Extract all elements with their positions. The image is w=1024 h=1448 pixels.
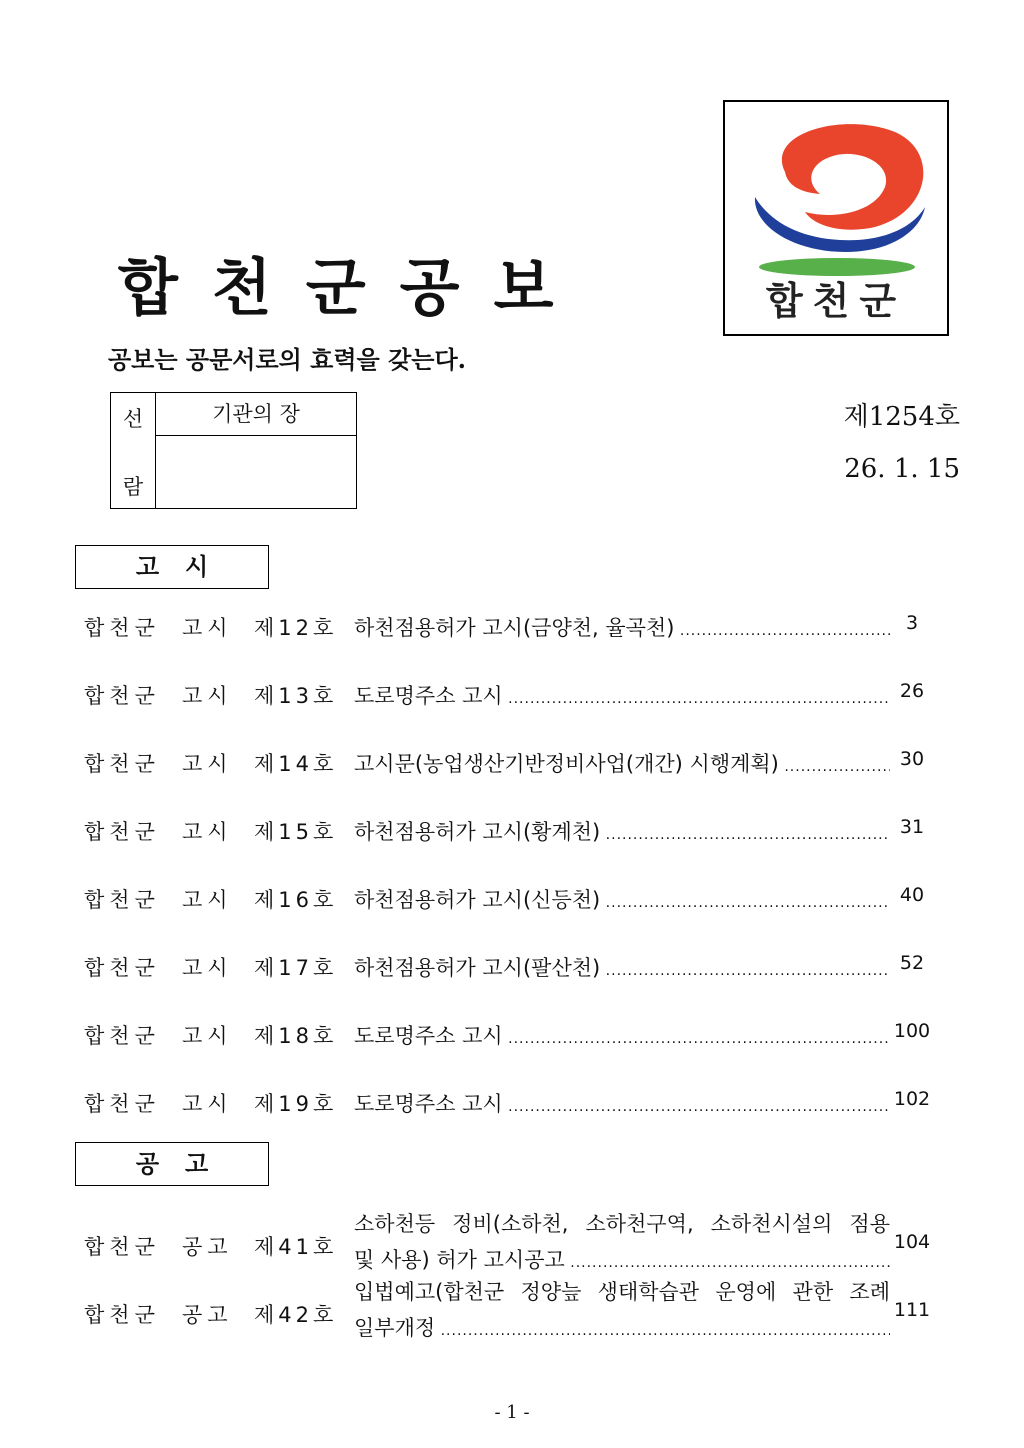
list-item-kind: 공고 xyxy=(182,1235,233,1259)
list-item-kind: 고시 xyxy=(182,956,233,980)
list-item-kind: 고시 xyxy=(182,820,233,844)
list-item-agency: 합천군 xyxy=(84,1092,160,1116)
approval-label-top: 선 xyxy=(122,407,144,431)
section-heading-notices: 고시 xyxy=(75,545,269,589)
list-item-page: 100 xyxy=(893,1020,931,1042)
list-item-number: 제13호 xyxy=(254,684,338,708)
approval-left-column xyxy=(111,393,156,508)
approval-box xyxy=(110,392,357,509)
list-item-agency: 합천군 xyxy=(84,616,160,640)
page-number: - 1 - xyxy=(494,1402,530,1423)
list-item[interactable] xyxy=(84,1208,954,1278)
list-item-kind: 고시 xyxy=(182,752,233,776)
list-item[interactable] xyxy=(84,742,954,782)
section-heading-announcements: 공고 xyxy=(75,1142,269,1186)
issue-number: 제1254호 xyxy=(843,402,960,432)
list-item[interactable] xyxy=(84,606,954,646)
list-item-kind: 고시 xyxy=(182,616,233,640)
list-item-title-line1: 소하천등 정비(소하천, 소하천구역, 소하천시설의 점용 xyxy=(354,1212,890,1236)
list-item-number: 제19호 xyxy=(254,1092,338,1116)
list-item-number: 제18호 xyxy=(254,1024,338,1048)
list-item-title: 하천점용허가 고시(신등천) ..... xyxy=(354,884,890,914)
list-item[interactable] xyxy=(84,1082,954,1122)
list-item-agency: 합천군 xyxy=(84,820,160,844)
list-item-title-line1: 입법예고(합천군 정양늪 생태학습관 운영에 관한 조례 xyxy=(354,1280,890,1304)
list-item-agency: 합천군 xyxy=(84,888,160,912)
list-item-page: 111 xyxy=(893,1299,931,1321)
list-item-agency: 합천군 xyxy=(84,956,160,980)
list-item-title: 하천점용허가 고시(금양천, 율곡천) ..... xyxy=(354,612,890,642)
list-item-number: 제12호 xyxy=(254,616,338,640)
list-item-title: 하천점용허가 고시(팔산천) ..... xyxy=(354,952,890,982)
list-item-kind: 고시 xyxy=(182,1092,233,1116)
list-item[interactable] xyxy=(84,1276,954,1346)
list-item-page: 102 xyxy=(893,1088,931,1110)
list-item-number: 제41호 xyxy=(254,1235,338,1259)
list-item-agency: 합천군 xyxy=(84,1024,160,1048)
list-item-agency: 합천군 xyxy=(84,752,160,776)
list-item-number: 제16호 xyxy=(254,888,338,912)
list-item-page: 3 xyxy=(905,612,919,634)
list-item-title: 고시문(농업생산기반정비사업(개간) 시행계획) ..... xyxy=(354,748,890,778)
list-item-page: 31 xyxy=(899,816,925,838)
list-item-title-line2: 및 사용) 허가 고시공고 ..... xyxy=(354,1244,890,1274)
list-item-agency: 합천군 xyxy=(84,1303,160,1327)
list-item-page: 52 xyxy=(899,952,925,974)
list-item-page: 104 xyxy=(893,1231,931,1253)
list-item-number: 제15호 xyxy=(254,820,338,844)
list-item[interactable] xyxy=(84,946,954,986)
list-item-page: 30 xyxy=(899,748,925,770)
list-item[interactable] xyxy=(84,674,954,714)
list-item-title-line2: 일부개정 ..... xyxy=(354,1312,890,1342)
list-item-page: 40 xyxy=(899,884,925,906)
list-item-number: 제14호 xyxy=(254,752,338,776)
list-item-kind: 고시 xyxy=(182,684,233,708)
list-item[interactable] xyxy=(84,810,954,850)
approval-header: 기관의 장 xyxy=(156,393,356,436)
page-title: 합천군공보 xyxy=(118,251,588,324)
list-item-number: 제17호 xyxy=(254,956,338,980)
logo-label: 합천군 xyxy=(765,279,907,323)
list-item-kind: 고시 xyxy=(182,1024,233,1048)
list-item[interactable] xyxy=(84,878,954,918)
issue-date: 26. 1. 15 xyxy=(844,454,960,484)
list-item-title: 도로명주소 고시 ..... xyxy=(354,1088,890,1118)
county-logo xyxy=(723,100,949,336)
list-item[interactable] xyxy=(84,1014,954,1054)
list-item-kind: 고시 xyxy=(182,888,233,912)
list-item-agency: 합천군 xyxy=(84,1235,160,1259)
list-item-page: 26 xyxy=(899,680,925,702)
approval-label-bottom: 람 xyxy=(122,475,144,499)
list-item-kind: 공고 xyxy=(182,1303,233,1327)
list-item-number: 제42호 xyxy=(254,1303,338,1327)
list-item-agency: 합천군 xyxy=(84,684,160,708)
list-item-title: 도로명주소 고시 ..... xyxy=(354,680,890,710)
list-item-title: 도로명주소 고시 ..... xyxy=(354,1020,890,1050)
list-item-title: 하천점용허가 고시(황계천) ..... xyxy=(354,816,890,846)
page-subtitle: 공보는 공문서로의 효력을 갖는다. xyxy=(108,345,466,374)
